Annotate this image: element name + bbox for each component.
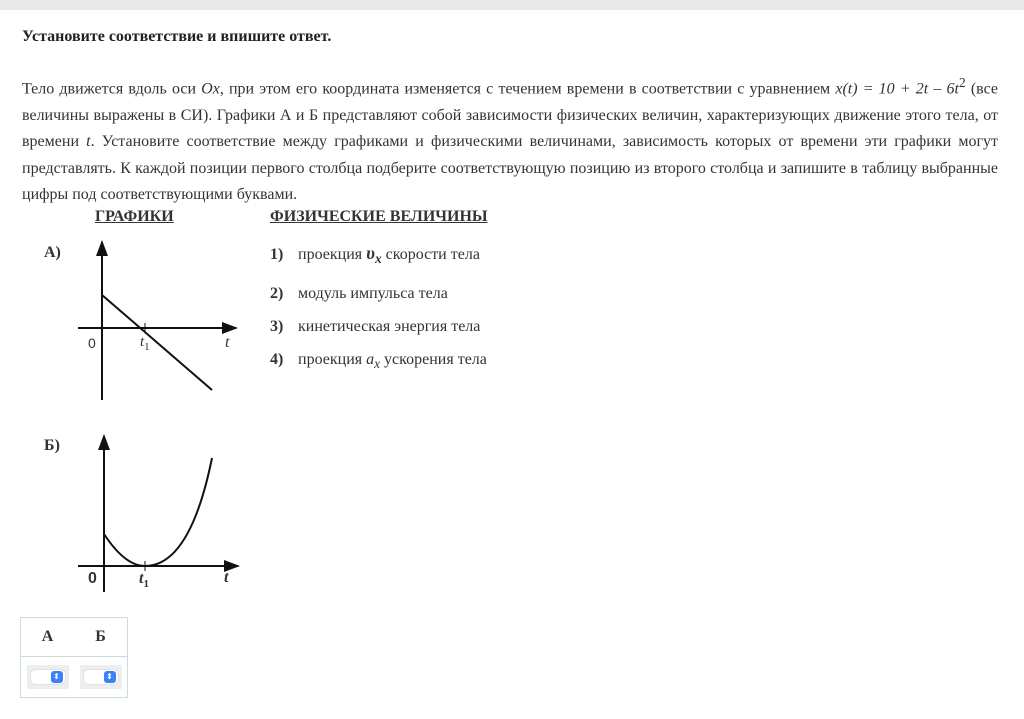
graph-b-t: t xyxy=(224,569,229,586)
quantity-1: 1) проекция $\upsilon_x$ скорости тела xyxy=(270,243,480,267)
graph-b-t1: $t_1$ xyxy=(139,570,149,591)
answer-select-b[interactable] xyxy=(80,665,122,689)
graph-b xyxy=(78,436,238,592)
quantity-2: 2) модуль импульса тела xyxy=(270,285,448,302)
graph-a xyxy=(78,242,236,400)
chevron-updown-icon: ⬍ xyxy=(51,671,63,683)
problem-text: Тело движется вдоль оси Ox, при этом его координата изменяется с течением времени в соответствии с уравнением $x(t) = 10 + 2t - 6t^2$ (все величины выражены в СИ). Графики А и Б представляют собой зависимости физических величин, характеризующих движение этого тела, от времени t. Установите соответствие между графиками и физическими величинами, зависимость которых от времени эти графики могут представлять. К каждой позиции первого столбца подберите соответствующую позицию из второго столбца и запишите в таблицу выбранные цифры под соответствующими буквами. xyxy=(22,75,999,204)
graph-a-zero: 0 xyxy=(88,335,96,351)
quantity-3: 3) кинетическая энергия тела xyxy=(270,318,481,335)
graph-a-label: А) xyxy=(44,244,61,261)
answer-table xyxy=(20,617,128,698)
graph-a-t1: $t_1$ xyxy=(140,334,150,353)
graph-b-zero: 0 xyxy=(88,570,97,587)
quantities-header: ФИЗИЧЕСКИЕ ВЕЛИЧИНЫ xyxy=(270,208,488,225)
answer-select-a[interactable] xyxy=(27,665,69,689)
chevron-updown-icon: ⬍ xyxy=(104,671,116,683)
graph-b-label: Б) xyxy=(44,437,60,454)
col-b: Б xyxy=(74,618,128,657)
graph-a-t: t xyxy=(225,334,230,351)
task-title: Установите соответствие и впишите ответ. xyxy=(22,28,332,45)
graph-a-line xyxy=(102,295,212,390)
graph-b-curve xyxy=(104,458,212,566)
quantity-4: 4) проекция $a_x$ ускорения тела xyxy=(270,351,487,372)
col-a: А xyxy=(21,618,75,657)
graphs-header: ГРАФИКИ xyxy=(95,208,174,225)
